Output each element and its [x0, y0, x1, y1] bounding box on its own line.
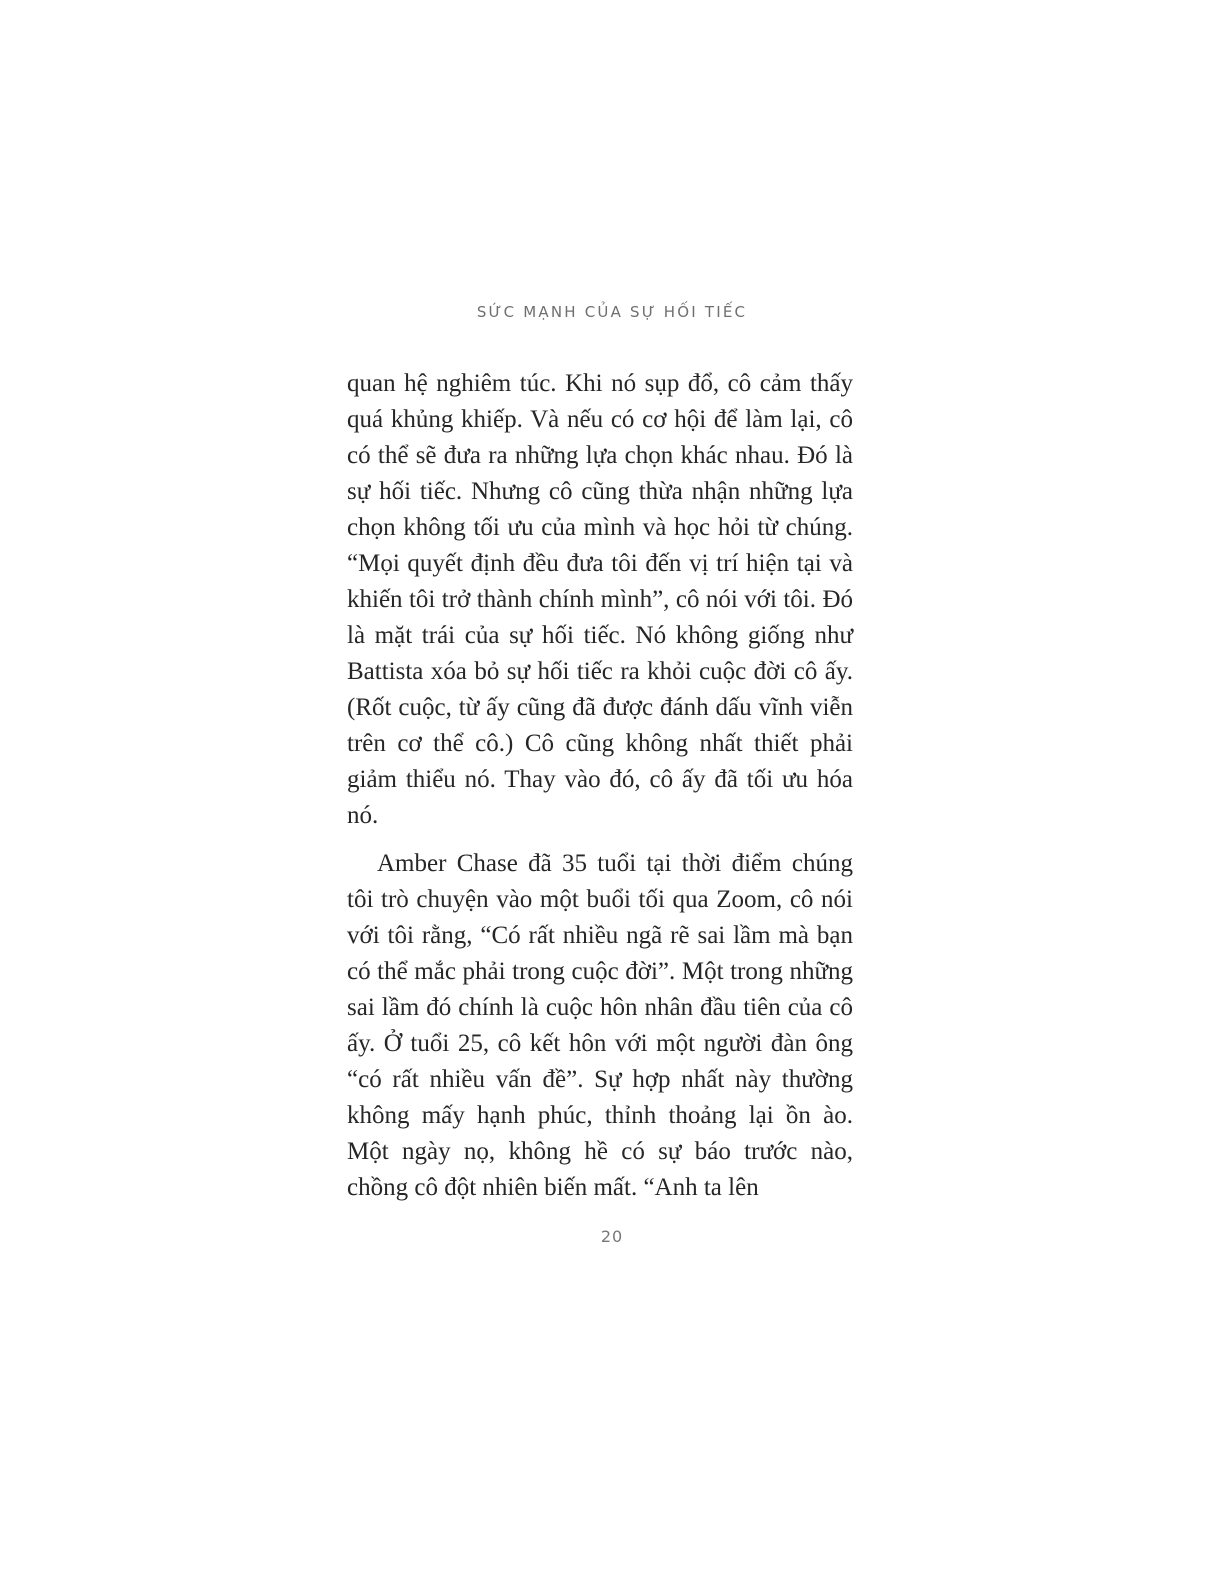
running-header: SỨC MẠNH CỦA SỰ HỐI TIẾC — [476, 303, 748, 321]
body-text — [347, 366, 853, 1206]
paragraph-amber-chase: Amber Chase đã 35 tuổi tại thời điểm chúng tôi trò chuyện vào một buổi tối qua Zoom, cô nói với tôi rằng, “Có rất nhiều ngã rẽ sai lầm mà bạn có thể mắc phải trong cuộc đời”. Một trong những sai lầm đó chính là cuộc hôn nhân đầu tiên của cô ấy. Ở tuổi 25, cô kết hôn với một người đàn ông “có rất nhiều vấn đề”. Sự hợp nhất này thường không mấy hạnh phúc, thỉnh thoảng lại ồn ào. Một ngày nọ, không hề có sự báo trước nào, chồng cô đột nhiên biến mất. “Anh ta lên — [347, 850, 853, 1201]
paragraph-continued: quan hệ nghiêm túc. Khi nó sụp đổ, cô cảm thấy quá khủng khiếp. Và nếu có cơ hội để làm lại, cô có thể sẽ đưa ra những lựa chọn khác nhau. Đó là sự hối tiếc. Nhưng cô cũng thừa nhận những lựa chọn không tối ưu của mình và học hỏi từ chúng. “Mọi quyết định đều đưa tôi đến vị trí hiện tại và khiến tôi trở thành chính mình”, cô nói với tôi. Đó là mặt trái của sự hối tiếc. Nó không giống như Battista xóa bỏ sự hối tiếc ra khỏi cuộc đời cô ấy. (Rốt cuộc, từ ấy cũng đã được đánh dấu vĩnh viễn trên cơ thể cô.) Cô cũng không nhất thiết phải giảm thiểu nó. Thay vào đó, cô ấy đã tối ưu hóa nó. — [347, 370, 853, 829]
page-number: 20 — [600, 1227, 624, 1246]
